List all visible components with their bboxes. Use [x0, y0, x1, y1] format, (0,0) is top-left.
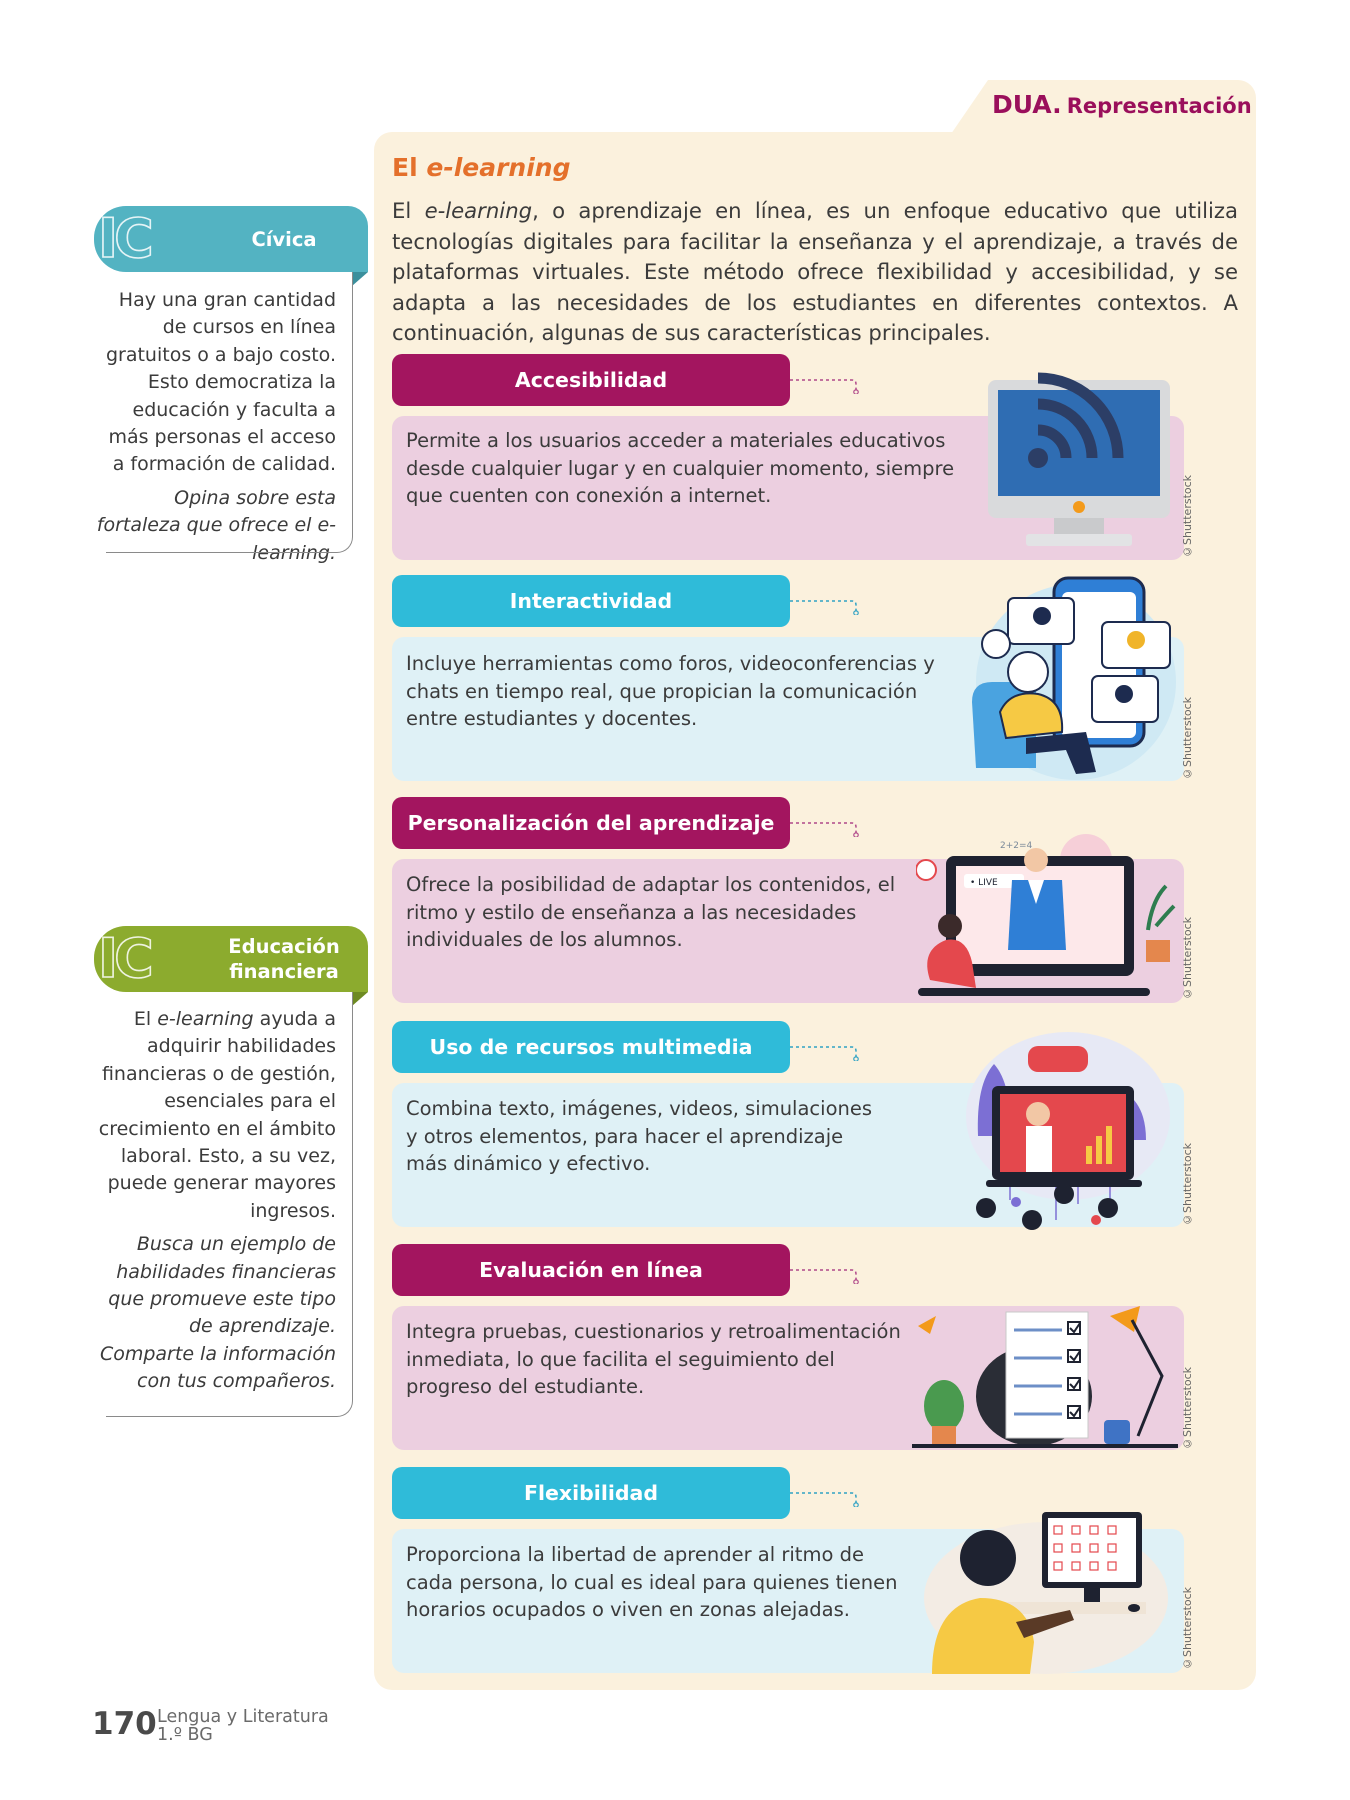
fold-corner [352, 272, 370, 288]
image-credit: ©Shutterstock [1181, 916, 1194, 1000]
feature-title-flexibilidad: Flexibilidad [392, 1467, 790, 1519]
image-credit: ©Shutterstock [1181, 1586, 1194, 1670]
fold-corner [352, 992, 370, 1008]
image-credit: ©Shutterstock [1181, 474, 1194, 558]
dua-label: DUA. Representación [992, 90, 1252, 119]
page-number: 170 [92, 1706, 157, 1742]
feature-text-multimedia: Combina texto, imágenes, videos, simulaciones y otros elementos, para hacer el aprendizaje más dinámico y efectivo. [406, 1097, 873, 1175]
svg-text:2+2=4: 2+2=4 [1000, 841, 1033, 851]
connector-line [790, 801, 860, 837]
feature-title-evaluacion: Evaluación en línea [392, 1244, 790, 1296]
monitor-wifi-illustration [982, 368, 1176, 554]
intro-paragraph: El e-learning, o aprendizaje en línea, es un enfoque educativo que utiliza tecnologías digitales para facilitar la enseñanza y el aprendizaje, a través de plataformas virtuales. Este método ofrece flexibilidad y accesibilidad, y se adapta a las necesidades de los estudiantes en diferentes contextos. A continuación, algunas de sus características principales. [392, 198, 1238, 345]
connector-line [790, 358, 860, 394]
financiera-frame [106, 992, 353, 1417]
financiera-header [94, 926, 368, 992]
connector-line [790, 1471, 860, 1507]
connector-line [790, 1248, 860, 1284]
financiera-body: El e-learning ayuda a adquirir habilidades financieras o de gestión, esenciales para el crecimiento en el ámbito laboral. Esto, a su vez, puede generar mayores ingresos. Busca un ejemplo de habilidades financieras que promueve este tipo de aprendizaje. Comparte la información con tus compañeros. [98, 1008, 336, 1393]
feature-title-multimedia: Uso de recursos multimedia [392, 1021, 790, 1073]
video-chat-illustration [966, 572, 1178, 780]
image-credit: ©Shutterstock [1181, 696, 1194, 780]
online-evaluation-illustration [912, 1286, 1178, 1450]
svg-text:• LIVE: • LIVE [970, 878, 998, 888]
civica-header [94, 206, 368, 272]
image-credit: ©Shutterstock [1181, 1366, 1194, 1450]
financiera-title: Educación financiera [228, 935, 340, 983]
section-title: El e-learning [392, 153, 571, 182]
feature-text-accesibilidad: Permite a los usuarios acceder a materiales educativos desde cualquier lugar y en cualquier momento, siempre que cuenten con conexión a internet. [406, 429, 955, 507]
online-class-illustration [916, 830, 1178, 1000]
civica-title: Cívica [251, 227, 317, 251]
multimedia-illustration [946, 1024, 1170, 1230]
civica-body: Hay una gran cantidad de cursos en línea gratuitos o a bajo costo. Esto democratiza la educación y faculta a más personas el acceso a formación de calidad. Opina sobre esta fortaleza que ofrece el e-learning. [96, 289, 336, 564]
feature-title-interactividad: Interactividad [392, 575, 790, 627]
connector-line [790, 1025, 860, 1061]
feature-text-flexibilidad: Proporciona la libertad de aprender al ritmo de cada persona, lo cual es ideal para quienes tienen horarios ocupados o viven en zonas alejadas. [406, 1543, 898, 1621]
feature-title-personalizacion: Personalización del aprendizaje [392, 797, 790, 849]
student-computer-illustration [920, 1502, 1172, 1674]
image-credit: ©Shutterstock [1181, 1142, 1194, 1226]
subject-label: Lengua y Literatura 1.º BG [157, 1707, 329, 1745]
feature-text-evaluacion: Integra pruebas, cuestionarios y retroalimentación inmediata, lo que facilita el seguimiento del progreso del estudiante. [406, 1320, 901, 1398]
feature-title-accesibilidad: Accesibilidad [392, 354, 790, 406]
connector-line [790, 579, 860, 615]
ic-badge-icon: IC [98, 207, 150, 270]
civica-frame [106, 272, 353, 553]
feature-text-personalizacion: Ofrece la posibilidad de adaptar los contenidos, el ritmo y estilo de enseñanza a las necesidades individuales de los alumnos. [406, 873, 896, 951]
ic-badge-icon: IC [98, 927, 150, 990]
feature-text-interactividad: Incluye herramientas como foros, videoconferencias y chats en tiempo real, que propician la comunicación entre estudiantes y docentes. [406, 652, 935, 730]
